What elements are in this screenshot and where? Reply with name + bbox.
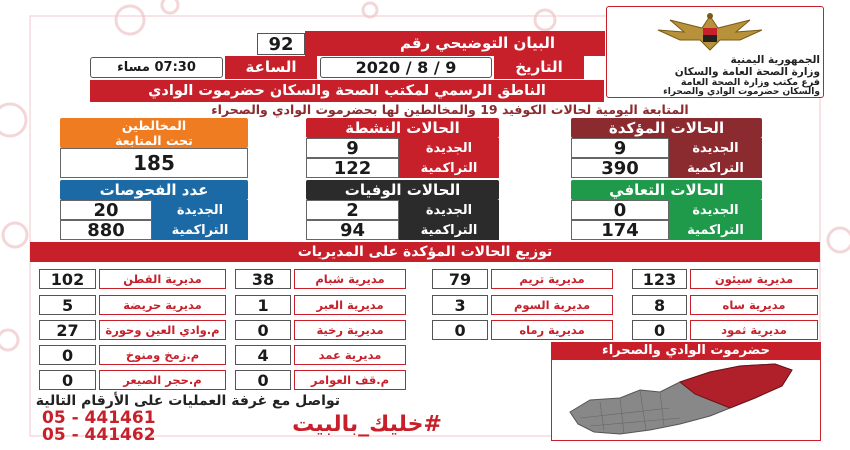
district-name: مديرية القطن — [99, 269, 226, 289]
deaths-title: الحالات الوفيات — [306, 180, 499, 200]
confirmed-new-value: 9 — [571, 138, 669, 158]
district-name: مديرية عمد — [294, 345, 406, 365]
confirmed-total-value: 390 — [571, 158, 669, 178]
bulletin-number: 92 — [268, 33, 294, 55]
stay-home-hashtag: #خليك_بالبيت — [292, 412, 442, 437]
district-value: 5 — [39, 295, 96, 315]
district-value: 79 — [432, 269, 488, 289]
district-name: مديرية حريضة — [99, 295, 226, 315]
district-name: م.زمخ ومنوخ — [99, 345, 226, 365]
district-name: مديرية شبام — [294, 269, 406, 289]
time-value: 07:30 مساء — [90, 57, 223, 78]
district-value: 0 — [432, 320, 488, 340]
district-name: مديرية رماه — [491, 320, 613, 340]
tests-new-value: 20 — [60, 200, 152, 220]
district-value: 27 — [39, 320, 96, 340]
recovered-new-value: 0 — [571, 200, 669, 220]
deaths-total-value: 94 — [306, 220, 399, 240]
eagle-emblem-icon — [650, 10, 770, 52]
phone-2: 05 - 441462 — [42, 425, 156, 445]
confirmed-new-label: الجديدة — [669, 138, 762, 158]
contact-text: تواصل مع غرفة العمليات على الأرقام التالية — [35, 393, 340, 409]
deaths-new-label: الجديدة — [399, 200, 499, 220]
active-new-value: 9 — [306, 138, 399, 158]
active-cases-title: الحالات النشطة — [306, 118, 499, 138]
confirmed-total-label: التراكمية — [669, 158, 762, 178]
active-total-label: التراكمية — [399, 158, 499, 178]
bulletin-number-box — [257, 33, 305, 55]
recovered-total-value: 174 — [571, 220, 669, 240]
district-name: م.قف العوامر — [294, 370, 406, 390]
date-label: التاريخ — [494, 56, 584, 79]
contacts-subtitle: تحت المتابعة — [115, 133, 193, 148]
district-value: 0 — [39, 345, 96, 365]
deaths-new-value: 2 — [306, 200, 399, 220]
district-name: م.حجر الصيعر — [99, 370, 226, 390]
active-new-label: الجديدة — [399, 138, 499, 158]
logo-line-4: والسكان حضرموت الوادي والصحراء — [663, 87, 820, 97]
district-value: 0 — [235, 370, 291, 390]
district-value: 0 — [235, 320, 291, 340]
logo-line-1: الجمهورية اليمنية — [730, 54, 820, 66]
district-value: 8 — [632, 295, 687, 315]
tests-title: عدد الفحوصات — [60, 180, 248, 200]
phone-1: 05 - 441461 — [42, 408, 156, 428]
district-value: 102 — [39, 269, 96, 289]
district-value: 0 — [632, 320, 687, 340]
district-value: 1 — [235, 295, 291, 315]
daily-followup-subtitle: المتابعة اليومية لحالات الكوفيد 19 والمخالطين لها بحضرموت الوادي والصحراء — [211, 102, 689, 117]
distribution-title: توزيع الحالات المؤكدة على المديريات — [30, 242, 820, 262]
district-name: مديرية ثمود — [690, 320, 818, 340]
date-value: 2020 / 8 / 9 — [320, 57, 492, 78]
map-title: حضرموت الوادي والصحراء — [551, 342, 821, 359]
district-name: مديرية ساه — [690, 295, 818, 315]
district-value: 38 — [235, 269, 291, 289]
hadramout-map-icon — [560, 360, 810, 440]
time-label: الساعة — [225, 56, 317, 79]
district-name: مديرية العبر — [294, 295, 406, 315]
recovered-total-label: التراكمية — [669, 220, 762, 240]
recovered-cases-title: الحالات التعافي — [571, 180, 762, 200]
bulletin-title: البيان التوضيحي رقم — [305, 31, 605, 56]
spokesperson-banner: الناطق الرسمي لمكتب الصحة والسكان حضرموت الوادي — [90, 80, 604, 102]
active-total-value: 122 — [306, 158, 399, 178]
logo-line-2: وزارة الصحة العامة والسكان — [674, 66, 820, 78]
district-name: مديرية رخية — [294, 320, 406, 340]
tests-new-label: الجديدة — [152, 200, 248, 220]
recovered-new-label: الجديدة — [669, 200, 762, 220]
district-name: مديرية السوم — [491, 295, 613, 315]
contacts-value: 185 — [60, 148, 248, 178]
logo-line-3: فرع مكتب وزارة الصحة العامة — [680, 77, 820, 88]
district-value: 0 — [39, 370, 96, 390]
district-name: م.وادي العين وحورة — [99, 320, 226, 340]
district-value: 4 — [235, 345, 291, 365]
tests-total-value: 880 — [60, 220, 152, 240]
deaths-total-label: التراكمية — [399, 220, 499, 240]
district-name: مديرية سيئون — [690, 269, 818, 289]
district-value: 123 — [632, 269, 687, 289]
contacts-title: المخالطين — [121, 118, 187, 133]
tests-total-label: التراكمية — [152, 220, 248, 240]
confirmed-cases-title: الحالات المؤكدة — [571, 118, 762, 138]
district-name: مديرية تريم — [491, 269, 613, 289]
district-value: 3 — [432, 295, 488, 315]
